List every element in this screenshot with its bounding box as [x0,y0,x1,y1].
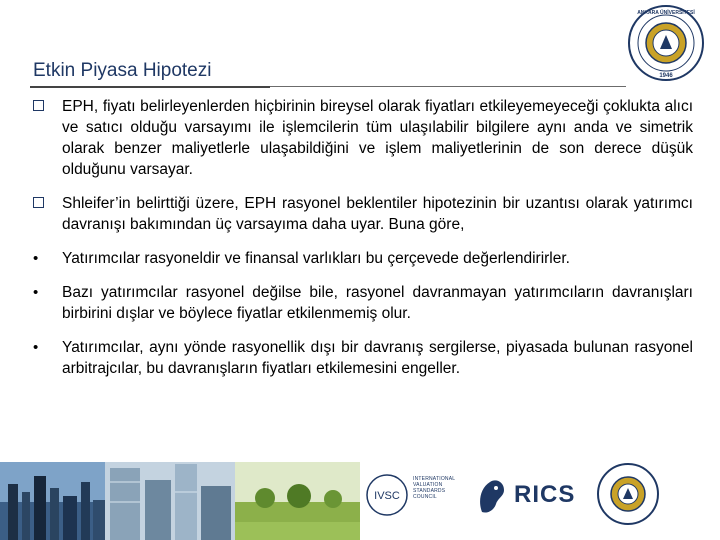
ankara-universitesi-seal-icon [627,4,705,82]
list-item-text: Bazı yatırımcılar rasyonel değilse bile, rasyonel davranmayan yatırımcıların davranışları birbirini dışlar ve böylece fiyatlar etkilenmemiş olur. [62,284,693,322]
list-item [33,248,693,269]
list-item-text: Yatırımcılar rasyoneldir ve finansal varlıkları bu çerçevede değerlendirirler. [62,250,570,267]
bullet-icon: • [33,284,39,301]
slide-content [33,96,693,392]
ivsc-caption-line: STANDARDS [413,488,446,494]
page-title: Etkin Piyasa Hipotezi [33,60,212,81]
ankara-universitesi-seal-small-icon [594,462,662,526]
city-skyline-photo [0,462,105,540]
list-item-text: EPH, fiyatı belirleyenlerden hiçbirinin bireysel olarak fiyatları etkileyemeyeceği çoklukta alıcı ve satıcı olduğu varsayımı ile işlemcilerin tüm ulaşılabilir bilgilere aynı anda ve simetrik olarak benzer maliyetlerle ulaşabildiğini ve işlem maliyetlerinin de son derece düşük olduğunu varsayar. [62,98,693,178]
bullet-icon: • [33,339,39,356]
green-field-photo [235,462,360,540]
bullet-icon: • [33,250,39,267]
list-item [33,96,693,180]
rics-lion-icon [474,474,510,516]
list-item [33,337,693,379]
list-item-text: Yatırımcılar, aynı yönde rasyonellik dışı bir davranış sergilerse, piyasada bulunan rasyonel arbitrajcılar, bu davranışların fiyatları etkilemesini engeller. [62,339,693,377]
list-item-text: Shleifer’in belirttiği üzere, EPH rasyonel beklentiler hipotezinin bir uzantısı olarak yatırımcı davranışı bakımından üç varsayıma daha uyar. Buna göre, [62,195,693,233]
ivsc-label: IVSC [374,490,400,502]
checkbox-bullet-icon [33,100,44,111]
list-item [33,282,693,324]
checkbox-bullet-icon [33,197,44,208]
title-underline [30,86,270,88]
glass-buildings-photo [105,462,235,540]
rics-logo-text: RICS [514,481,576,508]
ivsc-caption-line: VALUATION [413,482,443,488]
ivsc-caption [413,476,455,500]
ivsc-caption-line: COUNCIL [413,494,437,500]
list-item [33,193,693,235]
logo-text: ANKARA ÜNİVERSİTESİ [637,10,695,16]
logo-year: 1946 [659,73,673,79]
ivsc-caption-line: INTERNATIONAL [413,476,456,482]
